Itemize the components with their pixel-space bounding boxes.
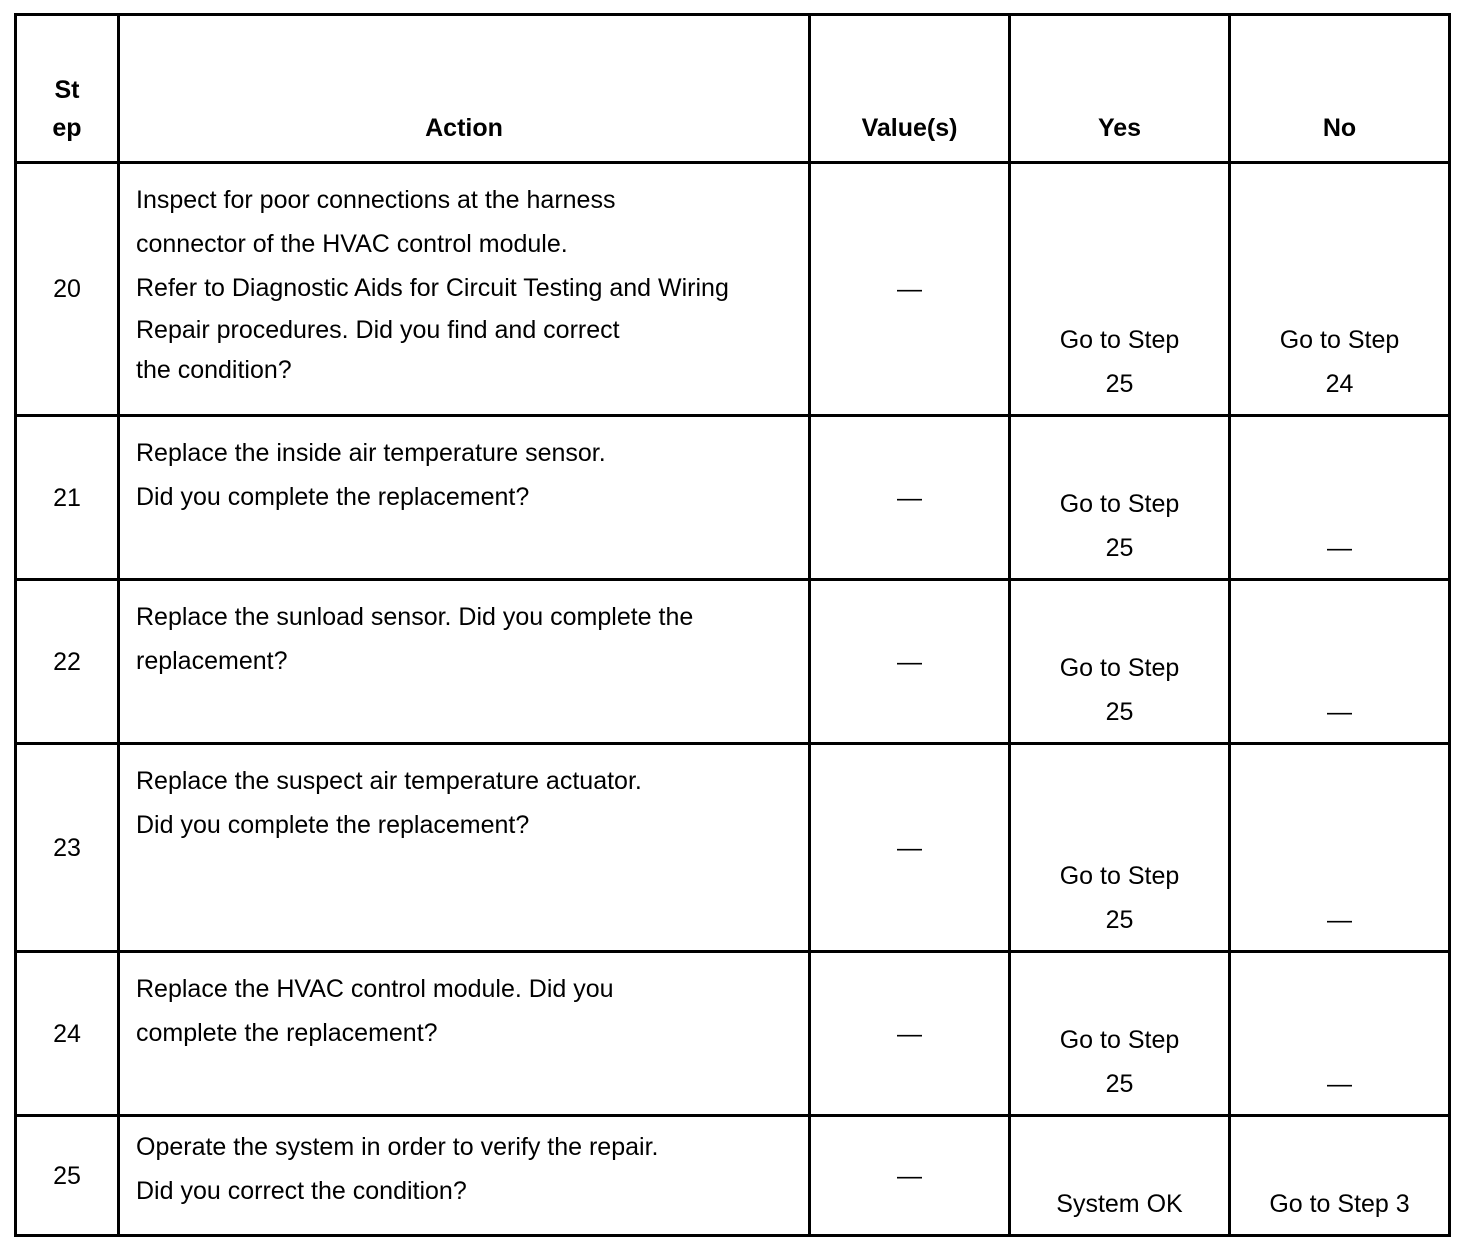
value-cell: —: [810, 744, 1010, 952]
header-values: Value(s): [810, 15, 1010, 163]
no-line: —: [1327, 1070, 1352, 1098]
no-cell: [1230, 580, 1450, 744]
header-yes: Yes: [1010, 15, 1230, 163]
action-cell: [119, 416, 810, 580]
yes-cell: [1010, 163, 1230, 416]
header-step: [16, 15, 119, 163]
yes-line: Go to Step: [1059, 490, 1180, 518]
yes-line: Go to Step: [1059, 862, 1180, 890]
step-number: 21: [16, 416, 119, 580]
no-line: Go to Step: [1279, 326, 1400, 354]
yes-cell: [1010, 744, 1230, 952]
action-line: Replace the HVAC control module. Did you: [136, 975, 614, 1003]
action-cell: [119, 580, 810, 744]
yes-line: System OK: [1056, 1190, 1183, 1218]
action-line: replacement?: [136, 647, 288, 675]
value-cell: —: [810, 580, 1010, 744]
yes-line: 25: [1105, 698, 1134, 726]
action-line: complete the replacement?: [136, 1019, 438, 1047]
header-row: [16, 15, 1450, 163]
yes-cell: [1010, 580, 1230, 744]
yes-line: 25: [1105, 370, 1134, 398]
action-line: connector of the HVAC control module.: [136, 230, 568, 258]
action-line: Repair procedures. Did you find and correct: [136, 316, 620, 344]
value-cell: —: [810, 163, 1010, 416]
table-row: [16, 416, 1450, 580]
yes-cell: [1010, 416, 1230, 580]
header-action: Action: [119, 15, 810, 163]
step-number: 20: [16, 163, 119, 416]
action-line: Did you complete the replacement?: [136, 483, 530, 511]
action-line: Replace the suspect air temperature actuator.: [136, 767, 642, 795]
diagnostic-table: [14, 13, 1451, 1237]
table-row: [16, 163, 1450, 416]
value-cell: —: [810, 952, 1010, 1116]
yes-cell: [1010, 952, 1230, 1116]
step-number: 25: [16, 1116, 119, 1236]
table-row: [16, 1116, 1450, 1236]
action-line: the condition?: [136, 356, 292, 384]
step-number: 22: [16, 580, 119, 744]
header-step-line: ep: [52, 114, 82, 142]
yes-line: 25: [1105, 534, 1134, 562]
no-cell: [1230, 744, 1450, 952]
header-step-line: St: [54, 76, 80, 104]
no-cell: [1230, 1116, 1450, 1236]
yes-line: Go to Step: [1059, 326, 1180, 354]
table-row: [16, 744, 1450, 952]
no-line: Go to Step 3: [1269, 1190, 1410, 1218]
step-number: 24: [16, 952, 119, 1116]
action-cell: [119, 952, 810, 1116]
no-cell: [1230, 952, 1450, 1116]
action-cell: [119, 744, 810, 952]
yes-line: 25: [1105, 906, 1134, 934]
yes-cell: [1010, 1116, 1230, 1236]
step-number: 23: [16, 744, 119, 952]
action-cell: [119, 163, 810, 416]
no-cell: [1230, 163, 1450, 416]
action-line: Inspect for poor connections at the harness: [136, 186, 616, 214]
no-line: 24: [1325, 370, 1354, 398]
action-line: Refer to Diagnostic Aids for Circuit Testing and Wiring: [136, 274, 729, 302]
no-line: —: [1327, 698, 1352, 726]
yes-line: 25: [1105, 1070, 1134, 1098]
table-row: [16, 580, 1450, 744]
header-no: No: [1230, 15, 1450, 163]
action-line: Did you correct the condition?: [136, 1177, 467, 1205]
value-cell: —: [810, 416, 1010, 580]
action-cell: [119, 1116, 810, 1236]
action-line: Replace the sunload sensor. Did you complete the: [136, 603, 694, 631]
action-line: Replace the inside air temperature sensor.: [136, 439, 606, 467]
action-line: Did you complete the replacement?: [136, 811, 530, 839]
table-row: [16, 952, 1450, 1116]
no-cell: [1230, 416, 1450, 580]
yes-line: Go to Step: [1059, 654, 1180, 682]
value-cell: —: [810, 1116, 1010, 1236]
action-line: Operate the system in order to verify the repair.: [136, 1133, 659, 1161]
no-line: —: [1327, 534, 1352, 562]
yes-line: Go to Step: [1059, 1026, 1180, 1054]
no-line: —: [1327, 906, 1352, 934]
